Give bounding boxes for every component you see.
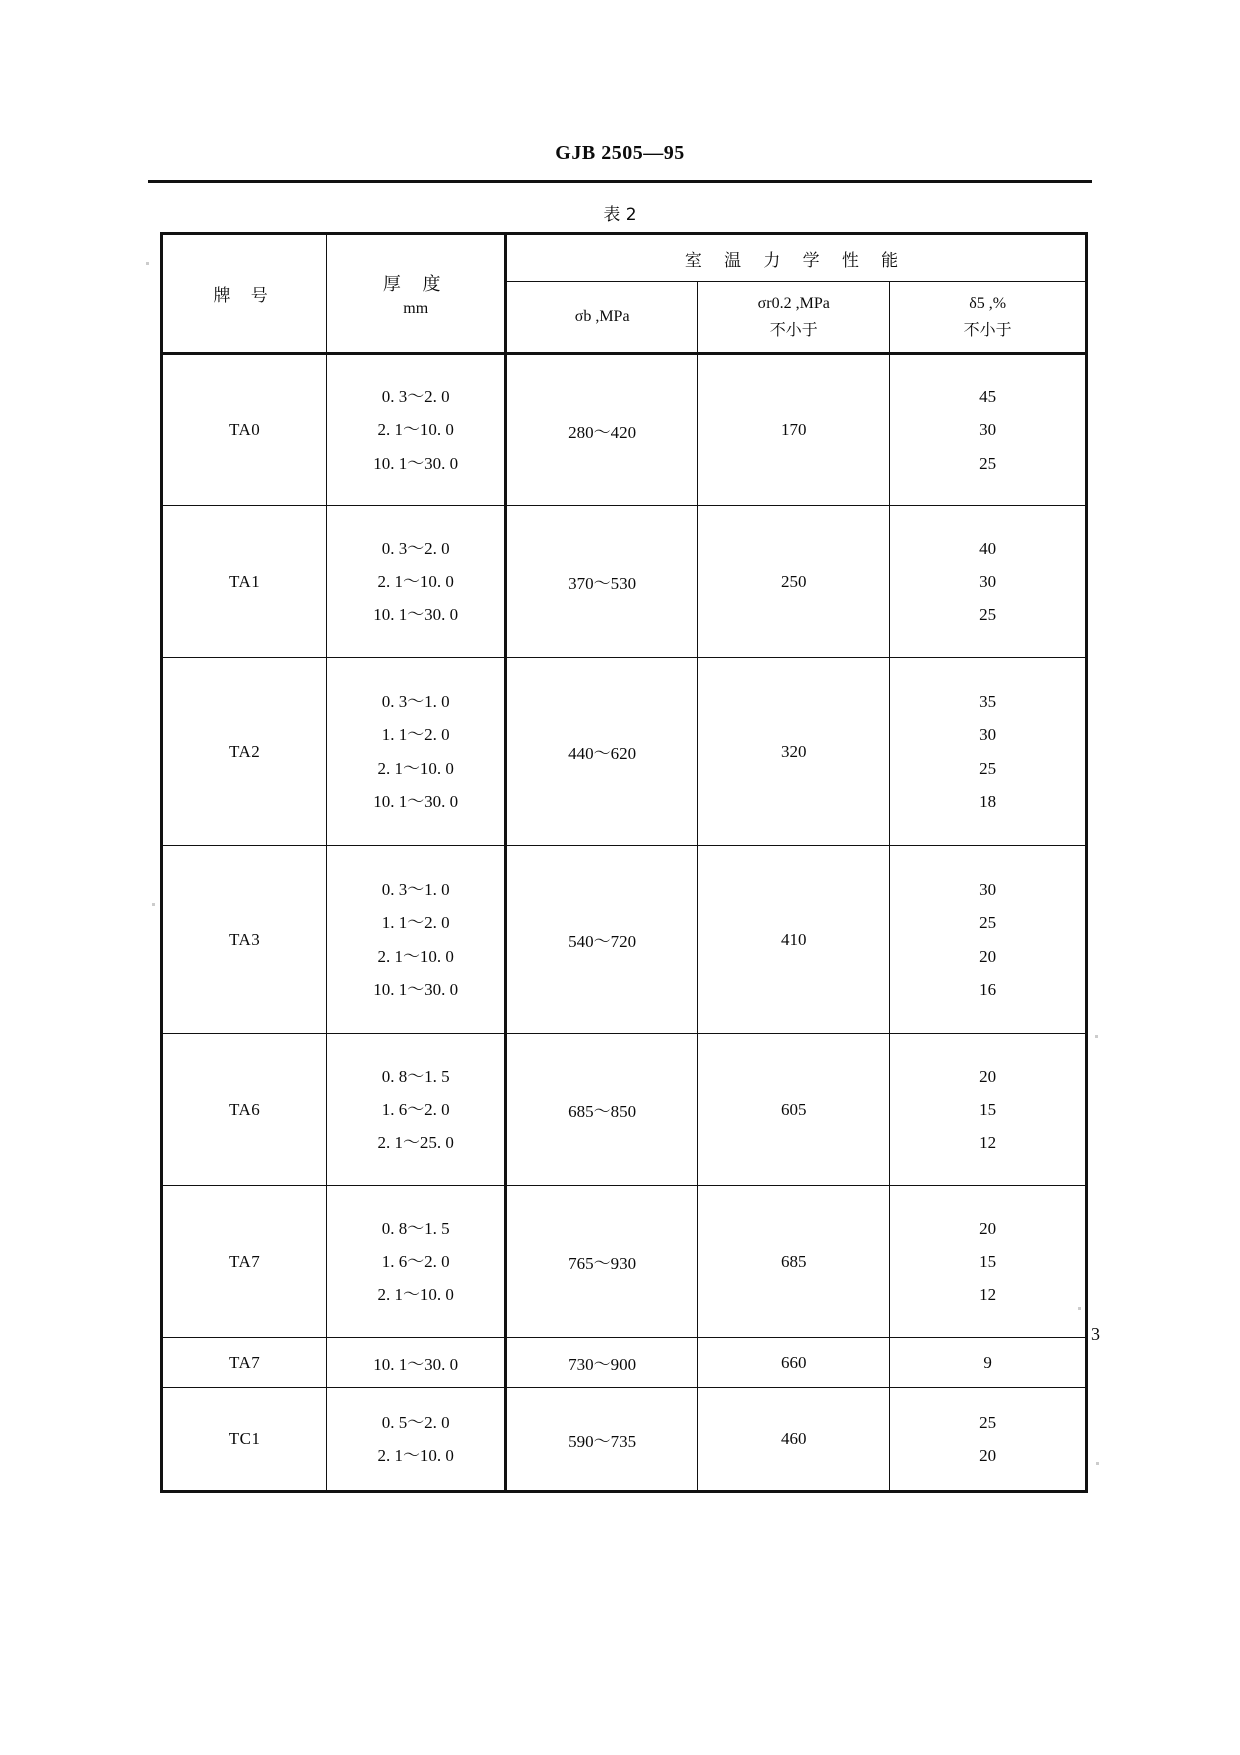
thickness-line: 2. 1～10. 0 xyxy=(377,758,454,778)
table-row xyxy=(162,1388,1087,1492)
cell-sigma-r02: 460 xyxy=(698,1388,890,1492)
header-delta5 xyxy=(890,282,1087,354)
thickness-line: 2. 1～25. 0 xyxy=(377,1133,454,1153)
thickness-line: 10. 1～30. 0 xyxy=(373,791,459,811)
cell-grade: TA2 xyxy=(162,658,327,846)
cell-thickness xyxy=(327,506,506,658)
cell-grade: TA3 xyxy=(162,846,327,1034)
scan-speck xyxy=(1096,1462,1099,1465)
delta5-line: 20 xyxy=(979,946,997,966)
cell-sigma-r02: 170 xyxy=(698,354,890,506)
header-room-temp-properties: 室 温 力 学 性 能 xyxy=(506,234,1087,282)
delta5-line: 12 xyxy=(979,1285,997,1305)
header-delta5-symbol: δ5 ,% xyxy=(969,294,1007,312)
cell-thickness xyxy=(327,1388,506,1492)
header-sigma-b xyxy=(506,282,698,354)
table-row xyxy=(162,658,1087,846)
cell-grade: TA6 xyxy=(162,1034,327,1186)
standard-header: GJB 2505—95 xyxy=(555,142,685,164)
thickness-line: 1. 1～2. 0 xyxy=(381,725,450,745)
thickness-line: 10. 1～30. 0 xyxy=(373,453,459,473)
cell-delta5 xyxy=(890,354,1087,506)
header-sigma-r02 xyxy=(698,282,890,354)
thickness-line: 0. 3～1. 0 xyxy=(381,880,450,900)
cell-grade: TA0 xyxy=(162,354,327,506)
scan-speck xyxy=(152,903,155,906)
delta5-line: 15 xyxy=(979,1099,997,1119)
cell-delta5 xyxy=(890,658,1087,846)
thickness-line: 1. 6～2. 0 xyxy=(381,1099,450,1119)
cell-sigma-b: 685～850 xyxy=(506,1034,698,1186)
thickness-line: 10. 1～30. 0 xyxy=(373,979,459,999)
cell-delta5 xyxy=(890,846,1087,1034)
thickness-line: 0. 8～1. 5 xyxy=(381,1218,450,1238)
table-row xyxy=(162,354,1087,506)
delta5-line: 25 xyxy=(979,758,997,778)
table-row xyxy=(162,846,1087,1034)
table-row xyxy=(162,1338,1087,1388)
cell-grade: TC1 xyxy=(162,1388,327,1492)
delta5-line: 30 xyxy=(979,880,997,900)
cell-delta5 xyxy=(890,1034,1087,1186)
delta5-line: 25 xyxy=(979,605,997,625)
delta5-line: 25 xyxy=(979,913,997,933)
delta5-line: 15 xyxy=(979,1251,997,1271)
thickness-line: 2. 1～10. 0 xyxy=(377,946,454,966)
cell-sigma-b: 440～620 xyxy=(506,658,698,846)
scan-speck xyxy=(1095,1035,1098,1038)
cell-delta5: 9 xyxy=(890,1338,1087,1388)
cell-sigma-b: 590～735 xyxy=(506,1388,698,1492)
cell-sigma-b: 280～420 xyxy=(506,354,698,506)
table-caption: 表 2 xyxy=(603,205,637,225)
cell-thickness xyxy=(327,1034,506,1186)
thickness-line: 2. 1～10. 0 xyxy=(377,1285,454,1305)
delta5-line: 30 xyxy=(979,725,997,745)
cell-sigma-b: 540～720 xyxy=(506,846,698,1034)
cell-sigma-r02: 605 xyxy=(698,1034,890,1186)
cell-grade: TA7 xyxy=(162,1338,327,1388)
cell-sigma-r02: 410 xyxy=(698,846,890,1034)
delta5-line: 20 xyxy=(979,1446,997,1465)
thickness-line: 0. 3～2. 0 xyxy=(381,387,450,407)
cell-sigma-b: 730～900 xyxy=(506,1338,698,1388)
cell-grade: TA1 xyxy=(162,506,327,658)
thickness-line: 10. 1～30. 0 xyxy=(373,605,459,625)
header-thickness-unit: mm xyxy=(403,299,429,317)
cell-sigma-r02: 685 xyxy=(698,1186,890,1338)
cell-sigma-r02: 660 xyxy=(698,1338,890,1388)
cell-sigma-r02: 250 xyxy=(698,506,890,658)
delta5-line: 20 xyxy=(979,1218,997,1238)
thickness-line: 0. 3～2. 0 xyxy=(381,538,450,558)
table-container xyxy=(160,232,1088,1493)
table-row xyxy=(162,506,1087,658)
table-row xyxy=(162,1034,1087,1186)
cell-thickness: 10. 1～30. 0 xyxy=(327,1338,506,1388)
cell-thickness xyxy=(327,1186,506,1338)
delta5-line: 30 xyxy=(979,571,997,591)
table-row xyxy=(162,1186,1087,1338)
delta5-line: 16 xyxy=(979,979,997,999)
delta5-line: 35 xyxy=(979,692,997,712)
header-sigma-b-symbol: σb ,MPa xyxy=(574,308,630,325)
table-header-row-1 xyxy=(162,234,1087,282)
thickness-line: 0. 8～1. 5 xyxy=(381,1066,450,1086)
cell-thickness xyxy=(327,658,506,846)
cell-delta5 xyxy=(890,1388,1087,1492)
header-rule xyxy=(148,180,1092,183)
delta5-line: 18 xyxy=(979,791,997,811)
header-thickness-label: 厚 度 xyxy=(382,273,449,295)
cell-grade: TA7 xyxy=(162,1186,327,1338)
cell-thickness xyxy=(327,354,506,506)
cell-sigma-r02: 320 xyxy=(698,658,890,846)
thickness-line: 1. 6～2. 0 xyxy=(381,1251,450,1271)
cell-sigma-b: 370～530 xyxy=(506,506,698,658)
delta5-line: 45 xyxy=(979,387,997,407)
delta5-line: 40 xyxy=(979,538,997,558)
header-sigma-r02-symbol: σr0.2 ,MPa xyxy=(757,294,830,312)
thickness-line: 0. 3～1. 0 xyxy=(381,692,450,712)
delta5-line: 25 xyxy=(979,1412,997,1432)
scan-speck xyxy=(146,262,149,265)
cell-thickness xyxy=(327,846,506,1034)
thickness-line: 1. 1～2. 0 xyxy=(381,913,450,933)
header-grade: 牌 号 xyxy=(162,234,327,354)
thickness-line: 2. 1～10. 0 xyxy=(377,420,454,440)
thickness-line: 2. 1～10. 0 xyxy=(377,1446,454,1465)
delta5-line: 20 xyxy=(979,1066,997,1086)
header-delta5-note: 不小于 xyxy=(963,319,1012,339)
cell-delta5 xyxy=(890,1186,1087,1338)
header-thickness xyxy=(327,234,506,354)
page-number: 3 xyxy=(1091,1324,1100,1344)
delta5-line: 25 xyxy=(979,453,997,473)
cell-delta5 xyxy=(890,506,1087,658)
scan-speck xyxy=(1078,1307,1081,1310)
cell-sigma-b: 765～930 xyxy=(506,1186,698,1338)
thickness-line: 0. 5～2. 0 xyxy=(381,1412,450,1432)
header-sigma-r02-note: 不小于 xyxy=(769,319,818,339)
delta5-line: 12 xyxy=(979,1133,997,1153)
delta5-line: 30 xyxy=(979,420,997,440)
thickness-line: 2. 1～10. 0 xyxy=(377,571,454,591)
mechanical-properties-table xyxy=(160,232,1088,1493)
